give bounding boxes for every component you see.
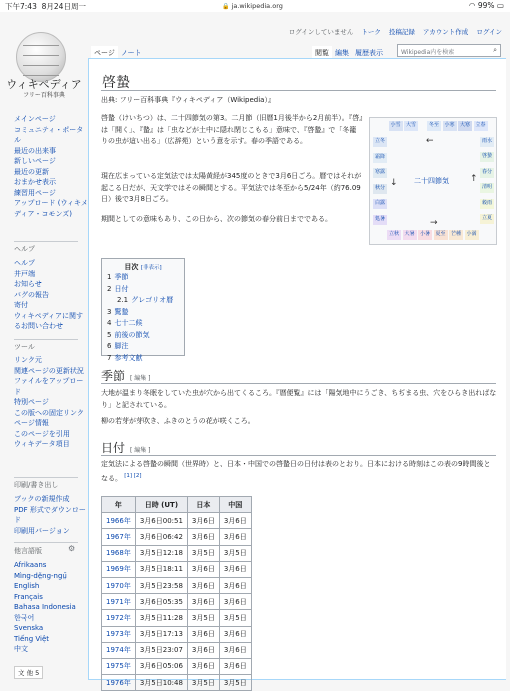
year-link[interactable]: 1967年 <box>102 529 136 545</box>
nav-print-heading[interactable]: 印刷/書き出し <box>14 481 59 489</box>
arrow-up-icon: ↑ <box>470 174 478 184</box>
arrow-down-icon: ↓ <box>390 178 398 188</box>
table-cell: 3月6日 <box>187 658 219 674</box>
language-edit-links[interactable]: 文 他 5 <box>14 666 43 679</box>
table-cell: 3月5日11:28 <box>135 610 187 626</box>
year-link[interactable]: 1969年 <box>102 561 136 577</box>
sekki-label-16[interactable]: 処暑 <box>373 215 387 225</box>
table-cell: 3月6日 <box>219 513 251 529</box>
sidebar-item-lang-2[interactable]: English <box>14 582 40 590</box>
status-bar <box>0 0 510 12</box>
sekki-label-1[interactable]: 小寒 <box>443 121 457 131</box>
sekki-label-17[interactable]: 白露 <box>373 199 387 209</box>
toc-item-number: 6 <box>107 342 112 350</box>
footnote-refs[interactable]: [1] [2] <box>124 472 142 479</box>
sekki-label-22[interactable]: 小雪 <box>389 121 403 131</box>
battery-icon: ▭ <box>496 1 504 10</box>
table-cell: 3月6日05:35 <box>135 594 187 610</box>
nav-lang-heading[interactable]: 他言語版 <box>14 547 42 555</box>
table-cell: 3月5日23:58 <box>135 577 187 593</box>
sekki-label-18[interactable]: 秋分 <box>373 184 387 194</box>
year-link[interactable]: 1970年 <box>102 577 136 593</box>
sidebar-item-tools-7[interactable]: ウィキデータ項目 <box>14 440 70 448</box>
nav-help <box>14 258 88 332</box>
sekki-label-10[interactable]: 小満 <box>465 230 479 240</box>
personal-link-2[interactable]: 投稿記録 <box>388 28 415 36</box>
tab-right-0[interactable]: 閲覧 <box>312 46 332 60</box>
address-bar[interactable]: 🔒 ja.wikipedia.org <box>222 2 283 10</box>
year-link[interactable]: 1971年 <box>102 594 136 610</box>
nav-help-heading[interactable]: ヘルプ <box>14 245 35 253</box>
sidebar-item-main-6[interactable]: 練習用ページ <box>14 188 56 197</box>
sidebar-item-main-3[interactable]: 新しいページ <box>14 157 56 165</box>
table-of-contents <box>101 258 185 362</box>
table-header-2: 日本 <box>187 497 219 513</box>
sekki-label-2[interactable]: 大寒 <box>458 121 472 131</box>
sekki-label-15[interactable]: 立秋 <box>387 230 401 240</box>
sidebar-item-main-7[interactable]: アップロード (ウィキメディア・コモンズ) <box>14 199 88 218</box>
table-cell: 3月6日 <box>187 642 219 658</box>
toc-item-number: 1 <box>107 273 112 281</box>
sidebar <box>0 12 88 680</box>
wikipedia-logo[interactable] <box>16 32 66 82</box>
paragraph-date: 現在広まっている定気法では太陽黄経が345度のときで3月6日ごろ。暦ではそれが起こる日だが、天文学ではその瞬間とする。平気法では冬至から5/24年（約76.09日）後で3月8日ごろ。 <box>101 172 362 203</box>
date-paragraph: 定気法による啓蟄の瞬間（世界時）と、日本・中国での啓蟄日の日付は表のとおり。日本における時刻はこの表の9時間後となる。 [1] [2] <box>101 460 491 482</box>
table-row <box>102 610 252 626</box>
wifi-icon: ◠ <box>468 1 476 10</box>
tab-left-1[interactable]: ノート <box>120 49 142 57</box>
tab-right-2[interactable]: 履歴表示 <box>355 49 383 57</box>
sidebar-item-print-0[interactable]: ブックの新規作成 <box>14 495 70 503</box>
toc-item-label[interactable]: 驚蟄 <box>114 307 129 316</box>
tab-left-0[interactable]: ページ <box>91 46 118 60</box>
toc-item-3[interactable] <box>107 307 179 319</box>
sidebar-item-help-4[interactable]: 寄付 <box>14 301 28 309</box>
toc-item-label[interactable]: 七十二候 <box>114 319 143 327</box>
brand-name: ウィキペディア <box>6 78 82 91</box>
sekki-label-8[interactable]: 穀雨 <box>480 199 494 209</box>
sidebar-item-tools-1[interactable]: 関連ページの更新状況 <box>14 366 84 375</box>
sidebar-item-lang-7[interactable]: Tiếng Việt <box>14 634 50 643</box>
sidebar-item-help-5[interactable]: ウィキペディアに関するお問い合わせ <box>14 311 84 330</box>
table-cell: 3月6日 <box>187 561 219 577</box>
page-title: 啓蟄 <box>102 75 130 91</box>
sekki-label-19[interactable]: 寒露 <box>373 168 387 178</box>
search-icon[interactable]: ⌕ <box>493 46 497 54</box>
table-cell: 3月5日12:18 <box>135 545 187 561</box>
sidebar-item-print-2[interactable]: 印刷用バージョン <box>14 526 70 535</box>
toc-item-label[interactable]: 日付 <box>114 284 129 293</box>
sekki-label-4[interactable]: 雨水 <box>480 137 494 147</box>
year-link[interactable]: 1974年 <box>102 642 136 658</box>
sidebar-item-lang-6[interactable]: Svenska <box>14 624 44 632</box>
toc-item-number: 2 <box>107 284 112 293</box>
table-cell: 3月6日 <box>219 626 251 642</box>
toc-item-label[interactable]: 前後の節気 <box>114 330 150 339</box>
toc-item-7[interactable] <box>107 353 179 365</box>
language-icon: 文 <box>18 669 25 677</box>
paragraph-period: 期間としての意味もあり、この日から、次の節気の春分前日までである。 <box>101 215 332 223</box>
nav-print <box>14 494 88 536</box>
sekki-label-23[interactable]: 大雪 <box>404 121 418 131</box>
table-cell: 3月5日 <box>187 545 219 561</box>
table-cell: 3月5日18:11 <box>135 561 187 577</box>
table-row <box>102 675 252 691</box>
table-row <box>102 561 252 577</box>
toc-item-label[interactable]: 脚注 <box>114 342 129 350</box>
year-link[interactable]: 1976年 <box>102 675 136 691</box>
table-cell: 3月6日05:06 <box>135 658 187 674</box>
sidebar-item-main-0[interactable]: メインページ <box>14 115 56 123</box>
table-row <box>102 594 252 610</box>
year-link[interactable]: 1972年 <box>102 610 136 626</box>
toc-item-number: 3 <box>107 307 112 316</box>
year-link[interactable]: 1973年 <box>102 626 136 642</box>
toc-item-number: 7 <box>107 353 112 362</box>
sekki-label-21[interactable]: 立冬 <box>373 137 387 147</box>
toc-item-0[interactable] <box>107 272 179 284</box>
nav-tools-heading[interactable]: ツール <box>14 343 35 351</box>
toc-toggle[interactable]: [非表示] <box>140 265 162 271</box>
sekki-label-7[interactable]: 清明 <box>480 183 494 193</box>
sidebar-item-tools-2[interactable]: ファイルをアップロード <box>14 377 84 396</box>
toc-item-1[interactable] <box>107 284 179 296</box>
article-source: 出典: フリー百科事典『ウィキペディア（Wikipedia）』 <box>101 96 275 104</box>
sidebar-item-lang-8[interactable]: 中文 <box>14 645 28 653</box>
table-cell: 3月6日 <box>187 513 219 529</box>
table-cell: 3月5日 <box>219 610 251 626</box>
table-row <box>102 658 252 674</box>
personal-tools <box>281 27 502 36</box>
table-cell: 3月6日 <box>219 594 251 610</box>
status-time: 下午7:43 8月24日周一 <box>5 2 86 11</box>
sekki-label-9[interactable]: 立夏 <box>480 214 494 224</box>
table-row <box>102 577 252 593</box>
year-link[interactable]: 1966年 <box>102 513 136 529</box>
sekki-label-12[interactable]: 夏至 <box>434 230 448 240</box>
article-content <box>88 58 506 687</box>
toc-item-label[interactable]: 季節 <box>114 273 129 281</box>
personal-link-3[interactable]: アカウント作成 <box>422 28 469 36</box>
table-cell: 3月5日17:13 <box>135 626 187 642</box>
table-header-3: 中国 <box>219 497 251 513</box>
table-row <box>102 626 252 642</box>
toc-item-number: 2.1 <box>117 296 129 304</box>
lock-icon: 🔒 <box>222 3 230 10</box>
sidebar-item-main-5[interactable]: おまかせ表示 <box>14 178 56 186</box>
year-link[interactable]: 1968年 <box>102 545 136 561</box>
sidebar-item-help-2[interactable]: お知らせ <box>14 280 42 288</box>
sidebar-item-lang-5[interactable]: 한국어 <box>14 613 35 622</box>
sidebar-item-help-0[interactable]: ヘルプ <box>14 259 35 267</box>
toc-item-number: 4 <box>107 319 112 327</box>
sidebar-item-main-1[interactable]: コミュニティ・ポータル <box>14 125 84 144</box>
tab-right-1[interactable]: 編集 <box>335 49 349 57</box>
sidebar-item-main-4[interactable]: 最近の更新 <box>14 167 49 176</box>
sekki-date-table <box>101 496 252 691</box>
season-paragraph-1: 大地が温まり冬眠をしていた虫が穴から出てくるころ。『暦便覧』には「陽気地中にうごき、ちぢまる虫、穴をひらき出ればなり」と記されている。 <box>101 389 497 409</box>
table-cell: 3月6日 <box>187 626 219 642</box>
diagram-center-label[interactable]: 二十四節気 <box>414 177 449 185</box>
personal-link-0: ログインしていません <box>288 28 354 36</box>
arrow-right-icon: → <box>430 218 438 228</box>
sekki-label-13[interactable]: 小暑 <box>418 230 432 240</box>
table-cell: 3月5日 <box>219 545 251 561</box>
personal-link-1[interactable]: トーク <box>361 28 381 36</box>
table-cell: 3月6日 <box>219 642 251 658</box>
sekki-label-6[interactable]: 春分 <box>480 168 494 178</box>
table-cell: 3月6日 <box>219 561 251 577</box>
sekki-label-20[interactable]: 霜降 <box>373 153 387 163</box>
sidebar-item-help-1[interactable]: 井戸端 <box>14 269 35 278</box>
toc-item-2[interactable] <box>107 295 179 307</box>
sidebar-item-tools-4[interactable]: この版への固定リンク <box>14 408 84 417</box>
table-cell: 3月5日 <box>187 610 219 626</box>
table-cell: 3月6日 <box>219 577 251 593</box>
toc-item-4[interactable] <box>107 318 179 330</box>
table-cell: 3月6日 <box>187 594 219 610</box>
brand-tagline: フリー百科事典 <box>23 92 65 99</box>
table-cell: 3月6日06:42 <box>135 529 187 545</box>
toc-title: 目次 [非表示] <box>124 263 162 271</box>
sekki-label-11[interactable]: 芒種 <box>449 230 463 240</box>
edit-section-link[interactable]: [ 編集 ] <box>130 447 151 454</box>
sekki-label-0[interactable]: 冬至 <box>427 121 441 131</box>
nav-tools <box>14 355 88 450</box>
sidebar-item-tools-0[interactable]: リンク元 <box>14 356 42 364</box>
sidebar-item-tools-6[interactable]: このページを引用 <box>14 429 70 438</box>
personal-link-4[interactable]: ログイン <box>476 28 502 36</box>
toc-item-label[interactable]: グレゴリオ暦 <box>131 296 174 304</box>
toc-item-6[interactable] <box>107 341 179 353</box>
edit-section-link[interactable]: [ 編集 ] <box>130 375 151 382</box>
table-cell: 3月6日 <box>187 529 219 545</box>
sidebar-item-main-2[interactable]: 最近の出来事 <box>14 146 56 155</box>
table-cell: 3月6日00:51 <box>135 513 187 529</box>
season-paragraph-2: 柳の若芽が芽吹き、ふきのとうの花が咲くころ。 <box>101 417 255 425</box>
sidebar-item-print-1[interactable]: PDF 形式でダウンロード <box>14 505 86 524</box>
table-cell: 3月6日 <box>219 529 251 545</box>
nav-main <box>14 114 88 219</box>
table-row <box>102 529 252 545</box>
sidebar-item-tools-3[interactable]: 特別ページ <box>14 398 49 406</box>
table-header-0: 年 <box>102 497 136 513</box>
table-cell: 3月5日 <box>187 675 219 691</box>
toc-item-number: 5 <box>107 330 112 339</box>
table-row <box>102 545 252 561</box>
sidebar-item-help-3[interactable]: バグの報告 <box>14 290 49 299</box>
sekki-label-14[interactable]: 大暑 <box>403 230 417 240</box>
section-heading-date: 日付 [ 編集 ] <box>101 441 151 455</box>
status-right: ◠ 99% ▭ <box>468 1 504 10</box>
sidebar-item-tools-5[interactable]: ページ情報 <box>14 419 49 427</box>
sekki-diagram[interactable] <box>369 117 497 245</box>
sekki-label-5[interactable]: 啓蟄 <box>480 152 494 162</box>
arrow-left-icon: ← <box>426 136 434 146</box>
gear-icon[interactable]: ⚙ <box>68 544 76 553</box>
search-input[interactable]: Wikipedia内を検索 ⌕ <box>397 44 501 57</box>
year-link[interactable]: 1975年 <box>102 658 136 674</box>
intro-paragraph: 啓蟄（けいちつ）は、二十四節気の第3。二月節（旧暦1月後半から2月前半）。『啓』は「開く」、『蟄』は「虫などが土中に隠れ閉じこもる」意味で、『啓蟄』で「冬籠りの虫が這い出る」（広辞苑）という意を示す。春の季語である。 <box>101 114 363 145</box>
table-cell: 3月5日23:07 <box>135 642 187 658</box>
sidebar-item-lang-3[interactable]: Français <box>14 592 43 601</box>
table-cell: 3月6日 <box>219 658 251 674</box>
sidebar-item-lang-1[interactable]: Mìng-dĕ̤ng-ngṳ̄ <box>14 571 67 580</box>
sekki-label-3[interactable]: 立春 <box>474 121 488 131</box>
table-cell: 3月5日 <box>219 675 251 691</box>
table-header-1: 日時 (UT) <box>135 497 187 513</box>
nav-languages <box>14 560 88 655</box>
table-row <box>102 642 252 658</box>
table-cell: 3月6日 <box>187 577 219 593</box>
sidebar-item-lang-0[interactable]: Afrikaans <box>14 561 47 569</box>
toc-item-5[interactable] <box>107 330 179 342</box>
section-heading-season: 季節 [ 編集 ] <box>101 369 151 383</box>
toc-item-label[interactable]: 参考文献 <box>114 353 143 362</box>
table-cell: 3月5日10:48 <box>135 675 187 691</box>
sidebar-item-lang-4[interactable]: Bahasa Indonesia <box>14 603 76 611</box>
table-row <box>102 513 252 529</box>
